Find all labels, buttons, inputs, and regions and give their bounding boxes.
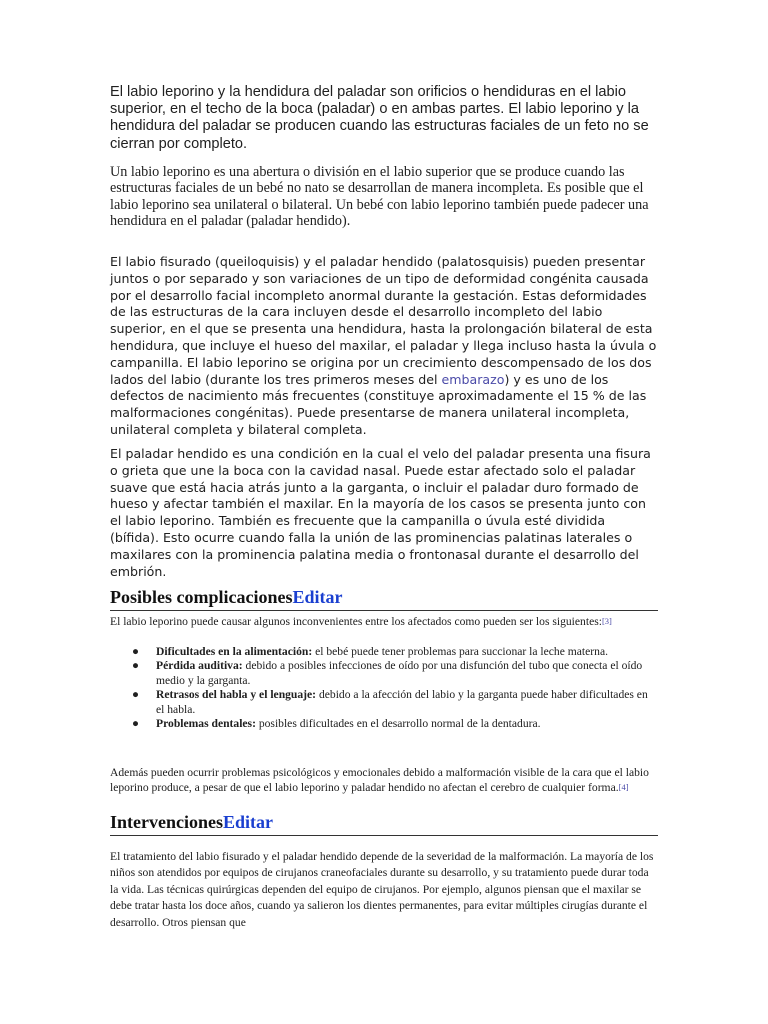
list-item-text: el bebé puede tener problemas para succionar la leche materna. — [312, 645, 608, 658]
complicaciones-list — [110, 645, 658, 731]
bullet-icon: ● — [132, 688, 140, 702]
complicaciones-edit-link[interactable]: Editar — [292, 587, 343, 607]
intervenciones-paragraph: El tratamiento del labio fisurado y el paladar hendido depende de la severidad de la malformación. La mayoría de los niños son atendidos por equipos de cirujanos craneofaciales durante su desarrollo, y su tratamiento puede durar toda la vida. Las técnicas quirúrgicas dependen del equipo de cirujanos. Por ejemplo, algunos piensan que el maxilar se debe tratar hasta los doce años, cuando ya salieron los dientes permanentes, para evitar múltiples cirugías durante el desarrollo. Otros piensan que — [110, 850, 654, 929]
complicaciones-after-paragraph — [110, 766, 658, 796]
queiloquisis-text-a: El labio fisurado (queiloquisis) y el paladar hendido (palatosquisis) pueden presentar juntos o por separado y son variaciones de un tipo de deformidad congénita causada por el desarrollo facial incompleto anormal durante la gestación. Estas deformidades de las estructuras de la cara incluyen desde el desarrollo incompleto del labio superior, en el que se presenta una hendidura, hasta la prolongación bilateral de esta hendidura, que incluye el hueso del maxilar, el paladar y llega incluso hasta la úvula o campanilla. El labio leporino se origina por un crecimiento descompensado de los dos lados del labio (durante los tres primeros meses del — [110, 254, 657, 387]
list-item-term: Dificultades en la alimentación: — [156, 645, 313, 658]
complicaciones-after-text: Además pueden ocurrir problemas psicológicos y emocionales debido a malformación visible de la cara que el labio leporino produce, a pesar de que el labio leporino y paladar hendido no afectan el cerebro de cualquier forma. — [110, 766, 649, 795]
list-item-term: Problemas dentales: — [156, 717, 256, 731]
list-item-term: Retrasos del habla y el lenguaje: — [156, 688, 317, 702]
intervenciones-edit-link[interactable]: Editar — [222, 812, 273, 832]
list-item — [110, 688, 658, 717]
reference-link-4[interactable]: [4] — [618, 782, 629, 793]
bullet-icon: ● — [132, 659, 140, 673]
list-item — [110, 645, 658, 659]
list-item-text: debido a posibles infecciones de oído por una disfunción del tubo que conecta el oído medio y la garganta. — [156, 659, 643, 687]
intervenciones-heading — [110, 811, 658, 836]
complicaciones-intro — [110, 614, 658, 629]
list-item-text: debido a la afección del labio y la garganta puede haber dificultades en el habla. — [156, 688, 648, 716]
definition-paragraph: Un labio leporino es una abertura o división en el labio superior que se produce cuando las estructuras faciales de un bebé no nato se desarrollan de manera incompleta. Es posible que el labio leporino sea unilateral o bilateral. Un bebé con labio leporino también puede padecer una hendidura en el paladar (paladar hendido). — [110, 164, 649, 230]
intervenciones-heading-text: Intervenciones — [110, 812, 223, 832]
list-item-term: Pérdida auditiva: — [156, 659, 243, 673]
embarazo-link[interactable]: embarazo — [441, 371, 505, 387]
list-item — [110, 659, 658, 688]
bullet-icon: ● — [132, 717, 140, 731]
bullet-icon: ● — [132, 645, 140, 658]
queiloquisis-paragraph — [110, 254, 658, 439]
complicaciones-heading — [110, 586, 658, 611]
list-item — [110, 717, 658, 731]
reference-link-3[interactable]: [3] — [601, 616, 612, 626]
document-page — [110, 84, 658, 929]
intro-paragraph: El labio leporino y la hendidura del paladar son orificios o hendiduras en el labio superior, en el techo de la boca (paladar) o en ambas partes. El labio leporino y la hendidura del paladar se producen cuando las estructuras faciales de un feto no se cierran por completo. — [110, 84, 649, 152]
complicaciones-intro-text: El labio leporino puede causar algunos inconvenientes entre los afectados como pueden ser los siguientes: — [110, 615, 602, 628]
list-item-text: posibles dificultades en el desarrollo normal de la dentadura. — [255, 717, 541, 731]
complicaciones-heading-text: Posibles complicaciones — [110, 587, 293, 607]
queiloquisis-text-b: ) y es uno de los defectos de nacimiento más frecuentes (constituye aproximadamente el 15 % de las malformaciones congénitas). Puede presentarse de manera unilateral incompleta, unilateral completa y bilateral completa. — [110, 371, 647, 437]
paladar-hendido-paragraph: El paladar hendido es una condición en la cual el velo del paladar presenta una fisura o grieta que une la boca con la cavidad nasal. Puede estar afectado solo el paladar suave que está hacia atrás junto a la garganta, o incluir el paladar duro formado de hueso y afectar también el maxilar. En la mayoría de los casos se presenta junto con el labio leporino. También es frecuente que la campanilla o úvula esté dividida (bífida). Esto ocurre cuando falla la unión de las prominencias palatinas laterales o maxilares con la prominencia palatina media o frontonasal durante el desarrollo del embrión. — [110, 446, 651, 579]
